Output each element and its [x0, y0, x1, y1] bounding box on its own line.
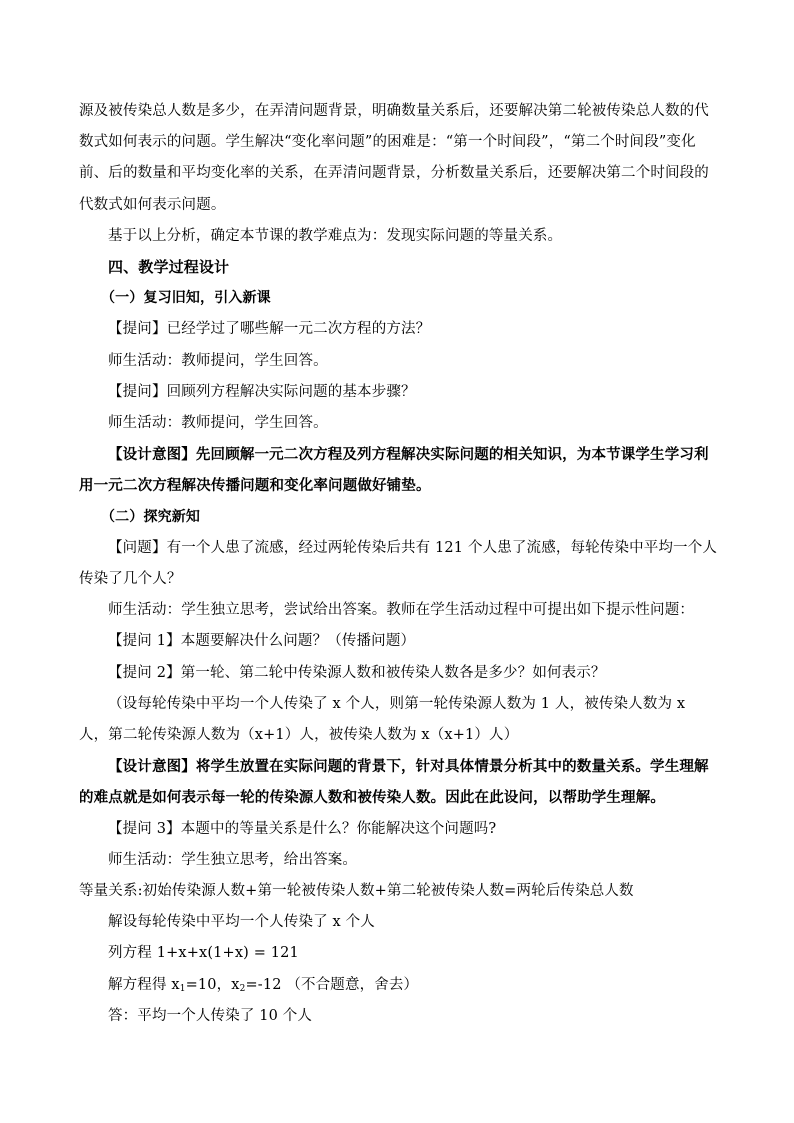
subsection-heading-explore: （二）探究新知 — [101, 508, 201, 525]
activity-3: 师生活动：学生独立思考，给出答案。 — [108, 851, 358, 868]
equation-line: 列方程 1+x+x(1+x) = 121 — [108, 945, 299, 962]
solution-suffix: =-12 （不合题意，舍去） — [245, 976, 419, 993]
hint-2-note: （设每轮传染中平均一个人传染了 x 个人，则第一轮传染源人数为 1 人，被传染人数为 x 人，第二轮传染源人数为（x+1）人，被传染人数为 x（x+1）人） — [79, 695, 686, 744]
solution-line — [79, 970, 719, 1001]
answer-line: 答：平均一个人传染了 10 个人 — [108, 1007, 313, 1024]
solution-prefix: 解方程得 x — [108, 976, 180, 993]
teacher-student-activity: 师生活动：学生独立思考，尝试给出答案。教师在学生活动过程中可提出如下提示性问题： — [108, 602, 694, 619]
activity-2: 师生活动：教师提问，学生回答。 — [108, 415, 328, 432]
question-2: 【提问】回顾列方程解决实际问题的基本步骤？ — [108, 383, 416, 400]
subsection-heading-review: （一）复习旧知，引入新课 — [101, 290, 271, 307]
solution-mid: =10，x — [185, 976, 240, 993]
question-1: 【提问】已经学过了哪些解一元二次方程的方法？ — [108, 321, 431, 338]
hint-3: 【提问 3】本题中的等量关系是什么？你能解决这个问题吗? — [108, 820, 497, 837]
paragraph-difficulty: 基于以上分析，确定本节课的教学难点为：发现实际问题的等量关系。 — [108, 227, 563, 244]
section-heading: 四、教学过程设计 — [108, 258, 230, 277]
design-intent-1: 【设计意图】先回顾解一元二次方程及列方程解决实际问题的相关知识，为本节课学生学习利用一元二次方程解决传播问题和变化率问题做好铺垫。 — [79, 446, 709, 495]
subscript-2: 2 — [239, 983, 246, 994]
design-intent-2: 【设计意图】将学生放置在实际问题的背景下，针对具体情景分析其中的数量关系。学生理解的难点就是如何表示每一轮的传染源人数和被传染人数。因此在此设问，以帮助学生理解。 — [79, 758, 709, 807]
hint-1: 【提问 1】本题要解决什么问题？（传播问题） — [108, 633, 416, 650]
equation-relation: 等量关系:初始传染源人数+第一轮被传染人数+第二轮被传染人数=两轮后传染总人数 — [79, 883, 634, 900]
paragraph-analysis: 源及被传染总人数是多少，在弄清问题背景，明确数量关系后，还要解决第二轮被传染总人数的代数式如何表示的问题。学生解决“变化率问题”的困难是：“第一个时间段”，“第二个时间段”变化前、后的数量和平均变化率的关系，在弄清问题背景，分析数量关系后，还要解决第二个时间段的代数式如何表示问题。 — [79, 103, 709, 213]
problem-statement: 【问题】有一个人患了流感，经过两轮传染后共有 121 个人患了流感，每轮传染中平均一个人传染了几个人？ — [79, 539, 717, 588]
solution-setup: 解设每轮传染中平均一个人传染了 x 个人 — [108, 914, 375, 931]
body-text — [79, 96, 719, 1032]
hint-2: 【提问 2】第一轮、第二轮中传染源人数和被传染人数各是多少？如何表示？ — [108, 664, 606, 681]
activity-1: 师生活动：教师提问，学生回答。 — [108, 352, 328, 369]
subscript-1: 1 — [179, 983, 186, 994]
